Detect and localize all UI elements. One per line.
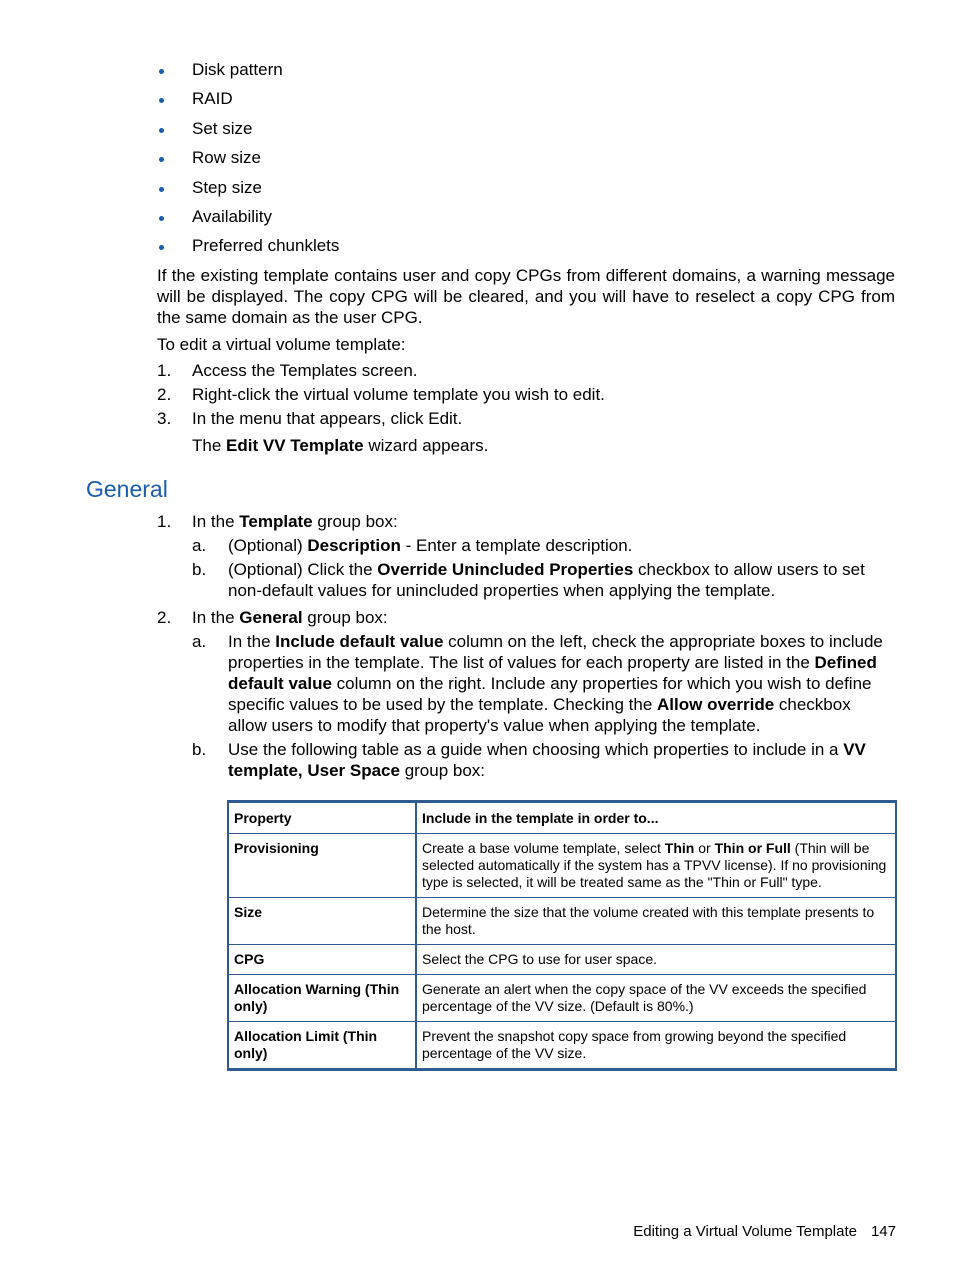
bullet-icon (159, 245, 164, 250)
bullet-icon (159, 69, 164, 74)
edit-intro: To edit a virtual volume template: (157, 335, 406, 354)
column-header: Include in the template in order to... (416, 802, 896, 834)
description-cell: Generate an alert when the copy space of the VV exceeds the specified percentage of the VV size. (Default is 80%.) (416, 975, 896, 1022)
property-cell: Provisioning (228, 834, 416, 898)
list-item: Step size (157, 176, 339, 205)
bullet-icon (159, 157, 164, 162)
section-heading: General (86, 476, 168, 502)
list-item: Preferred chunklets (157, 234, 339, 263)
table-row (228, 898, 896, 945)
table-header-row (228, 802, 896, 834)
property-guide-table (227, 800, 897, 1071)
property-cell: CPG (228, 945, 416, 975)
document-page: Disk pattern RAID Set size Row size Step size Availability Preferred chunklets If the existing template contains user and copy CPGs from different domains, a warning message will be displayed. The copy CPG will be cleared, and you will have to reselect a copy CPG from the same domain as the user CPG. To edit a virtual volume template: 1. Access the Templates screen. 2. Right-click the virtual volume template you wish to edit. 3. In the menu that appears, click Edit. The Edit VV Template wizard appears. General 1. In the Template group box: a. (Optional) Description - Enter a template description. b. (Optional) Click the Override Unincluded Properties checkbox to allow users to set non-default values for unincluded properties when applying the template. 2. In the General group box: a. In the Include default value column on the left, check the appropriate boxes to include properties in the template. The list of values for each property are listed in the Defined default value column on the right. Include any properties for which you wish to define specific values to be used by the template. Checking the Allow override checkbox allow users to modify that property's value when applying the template. b. Use the following table as a guide when choosing which properties to include in a VV template, User Space group box: Property Include in the template in order to... Provisioning Create a base volume template, select Thin or Thin or Full (Thin will be selected automatically if the system has a TPVV license). If no provisioning type is selected, it will be treated same as the "Thin or Full" type. Size Determine the size that the volume created with this template presents to the host. CPG Select the CPG to use for user space. Allocation Warning (Thin only) Generate an alert when the copy space of the VV exceeds the specified percentage of the VV size. (Default is 80%.) Allocation Limit (Thin only) Prevent the snapshot copy space from growing beyond the specified percentage of the VV size. Editing a Virtual Volume Template 147 (86, 60, 896, 1240)
bullet-icon (159, 187, 164, 192)
list-item: RAID (157, 87, 339, 116)
property-bullet-list (157, 58, 339, 264)
table-row (228, 975, 896, 1022)
bullet-icon (159, 128, 164, 133)
column-header: Property (228, 802, 416, 834)
description-cell: Prevent the snapshot copy space from growing beyond the specified percentage of the VV size. (416, 1022, 896, 1070)
wizard-note: The Edit VV Template wizard appears. (192, 436, 489, 455)
warning-paragraph: If the existing template contains user and copy CPGs from different domains, a warning message will be displayed. The copy CPG will be cleared, and you will have to reselect a copy CPG from the same domain as the user CPG. (157, 266, 895, 327)
property-cell: Allocation Limit (Thin only) (228, 1022, 416, 1070)
table-row (228, 834, 896, 898)
table-row (228, 945, 896, 975)
bullet-icon (159, 98, 164, 103)
description-cell: Determine the size that the volume created with this template presents to the host. (416, 898, 896, 945)
property-cell: Size (228, 898, 416, 945)
page-number: 147 (870, 1223, 896, 1240)
description-cell: Create a base volume template, select Thin or Thin or Full (Thin will be selected automatically if the system has a TPVV license). If no provisioning type is selected, it will be treated same as the "Thin or Full" type. (416, 834, 896, 898)
page-footer (633, 1222, 896, 1242)
description-cell: Select the CPG to use for user space. (416, 945, 896, 975)
list-item: Disk pattern (157, 58, 339, 87)
table-row (228, 1022, 896, 1070)
list-item: Availability (157, 205, 339, 234)
list-item: Set size (157, 117, 339, 146)
property-cell: Allocation Warning (Thin only) (228, 975, 416, 1022)
bullet-icon (159, 216, 164, 221)
footer-title: Editing a Virtual Volume Template (633, 1223, 857, 1240)
list-item: Row size (157, 146, 339, 175)
